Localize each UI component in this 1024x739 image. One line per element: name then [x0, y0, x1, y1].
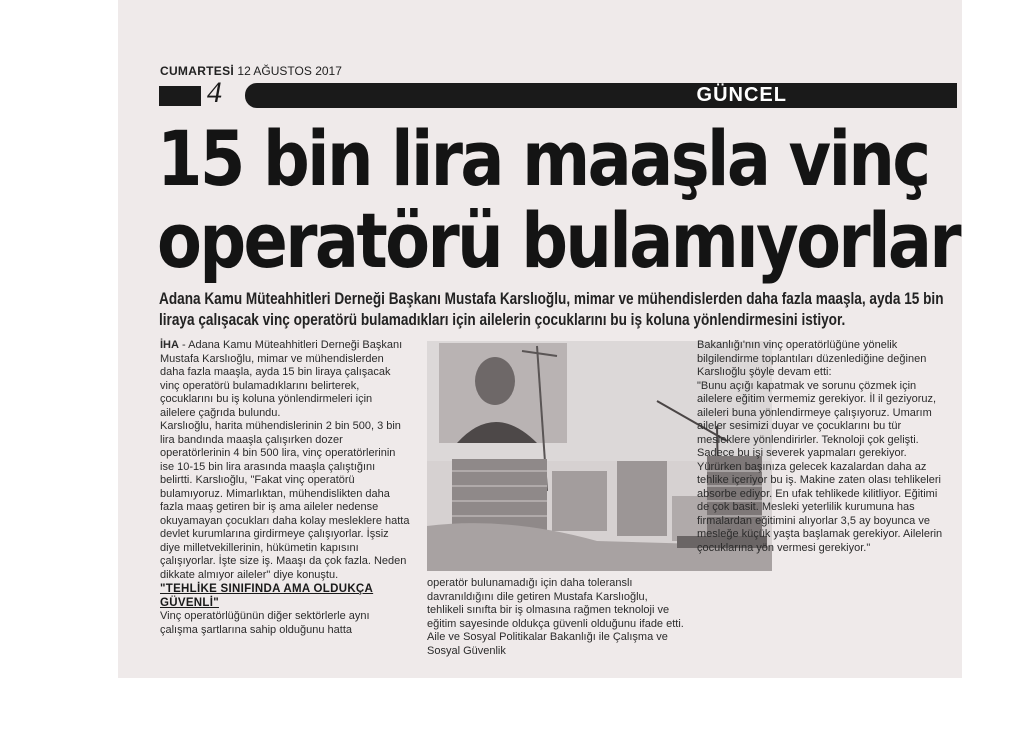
- section-bar: [245, 83, 957, 108]
- paragraph: Vinç operatörlüğünün diğer sektörlerle aynı çalışma şartlarına sahip olduğunu hatta: [160, 610, 370, 636]
- article-column-3: [697, 339, 952, 555]
- agency-tag: İHA: [160, 339, 179, 351]
- headline-line-1: 15 bin lira maaşla vinç: [157, 114, 929, 203]
- subheading: "TEHLİKE SINIFINDA AMA OLDUKÇA GÜVENLİ": [160, 583, 374, 609]
- paragraph: Karslıoğlu, harita mühendislerinin 2 bin 500, 3 bin lira bandında maaşla çalışırken dozer operatörlerinin 4 bin 500 lira, vinç operatörlerinin ise 10-15 bin lira arasında maaşla çalıştığını belirtti. Karslıoğlu, "Fakat vinç operatörü bulamıyoruz. Mimarlıktan, mühendislikten daha fazla maaş getiren bir iş ama aileler nedense okuyamayan çocukları daha kolay mesleklere hatta devlet kurumlarına girdirmeye çalışıyorlar. İşsiz diye milletvekillerinin, hükümetin kapısını çalışıyorlar. İşte size iş. Maaşı da çok fazla. Neden dikkate almıyor aileler" diye konuştu.: [160, 420, 410, 581]
- section-label: GÜNCEL: [696, 84, 787, 106]
- headline: [157, 114, 960, 285]
- article-column-2: [427, 577, 687, 658]
- masthead-day: CUMARTESİ: [160, 64, 235, 78]
- paragraph: "Bunu açığı kapatmak ve sorunu çözmek için ailelere eğitim vermemiz gerekiyor. İl il geziyoruz, aileleri buna yönlendirmeye çalışıyoruz. Umarım aileler sesimizi duyar ve çocuklarını bu tür mesleklere yönlendirirler. Teknoloji çok gelişti. Sadece bu işi severek yapmaları gerekiyor. Yürürken başınıza gelecek kazalardan daha az tehlike içeriyor bu iş. Makine zaten olası tehlikeleri absorbe ediyor. En ufak tehlikede kilitliyor. Eğitimi de çok basit. Mesleki yeterlilik kurumuna has firmalardan eğitimini alıyorlar 3,5 ay boyunca ve mesleğe küçük yaşta başlamak gerekiyor. Ailelerin çocuklarına yön vermesi gerekiyor.": [697, 379, 943, 554]
- building: [552, 471, 607, 531]
- masthead-date: [160, 64, 342, 78]
- page-marker-bar: [159, 86, 201, 106]
- page-number: 4: [207, 76, 222, 109]
- article-column-1: [160, 339, 410, 637]
- lead-paragraph: Adana Kamu Müteahhitleri Derneği Başkanı Mustafa Karslıoğlu, mimar ve mühendislerden daha fazla maaşla, ayda 15 bin liraya çalışacak vinç operatörü bulamadıkları için ailelerin çocuklarını bu iş koluna yönlendirmesini istiyor.: [159, 289, 944, 329]
- paragraph: [160, 339, 410, 420]
- paragraph-text: - Adana Kamu Müteahhitleri Derneği Başkanı Mustafa Karslıoğlu, mimar ve mühendislerden daha fazla maaşla, ayda 15 bin liraya çalışacak vinç operatörü bulamadıklarını belirterek, çocuklarını bu iş koluna yönlendirmeleri için ailelere çağrıda bulundu.: [160, 339, 403, 419]
- paragraph: Bakanlığı'nın vinç operatörlüğüne yönelik bilgilendirme toplantıları düzenlediğine değinen Karslıoğlu şöyle devam etti:: [697, 339, 927, 378]
- masthead-date-text: 12 AĞUSTOS 2017: [237, 64, 342, 78]
- headline-line-2: operatörü bulamıyorlar: [157, 196, 960, 285]
- building: [617, 461, 667, 536]
- paragraph: operatör bulunamadığı için daha toleranslı davranıldığını dile getiren Mustafa Karslıoğlu, tehlikeli sınıfta bir iş olmasına rağmen teknoloji ve eğitim sayesinde oldukça güvenli olduğunu ifade etti. Aile ve Sosyal Politikalar Bakanlığı ile Çalışma ve Sosyal Güvenlik: [427, 577, 684, 657]
